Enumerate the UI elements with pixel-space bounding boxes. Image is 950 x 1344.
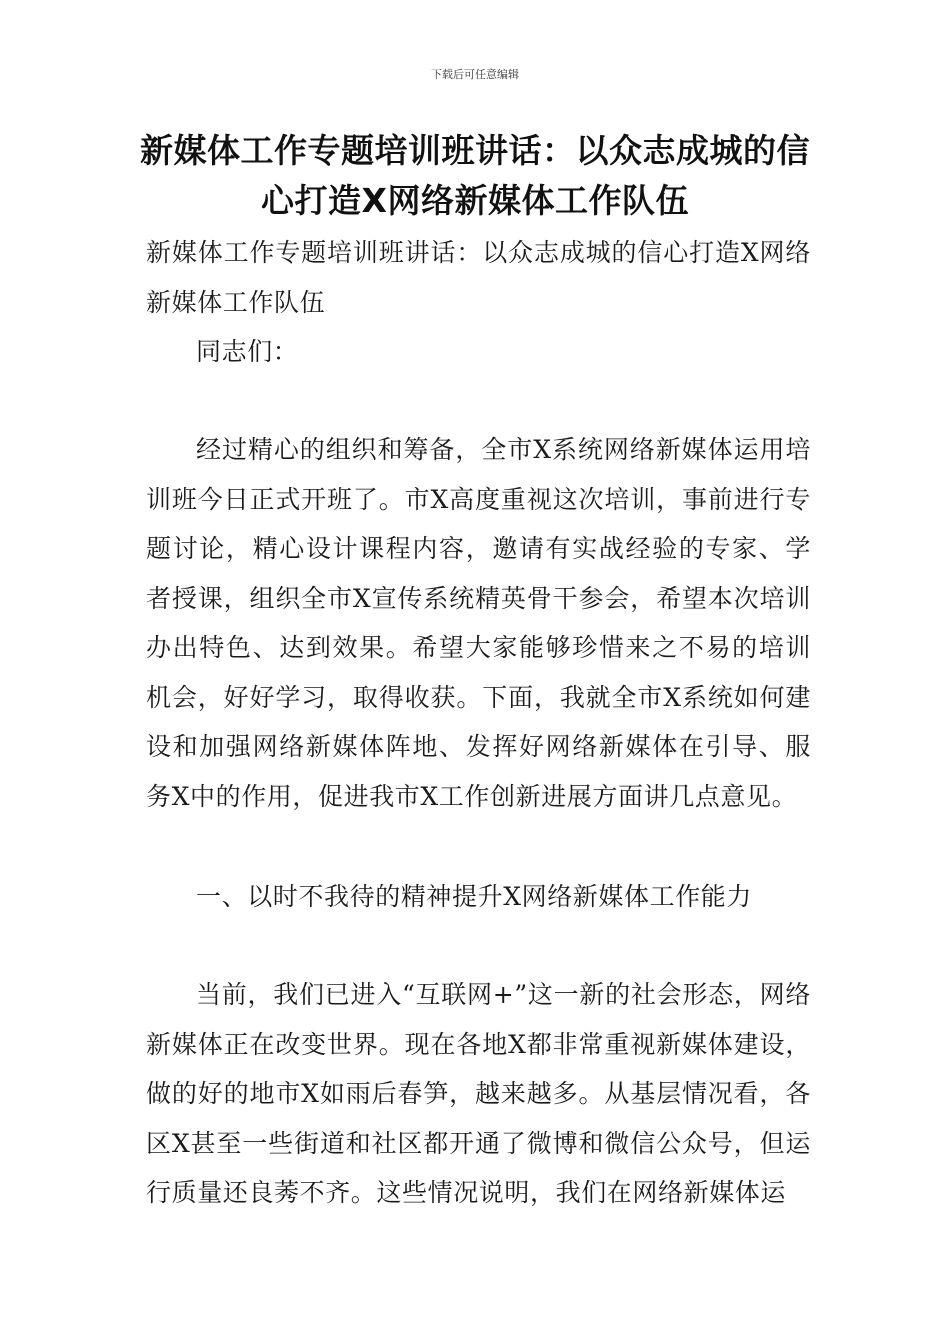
document-title: 新媒体工作专题培训班讲话：以众志成城的信心打造X网络新媒体工作队伍 bbox=[140, 131, 810, 220]
section-heading: 一、以时不我待的精神提升X网络新媒体工作能力 bbox=[196, 882, 752, 911]
greeting-paragraph: 同志们： bbox=[196, 337, 299, 366]
section-paragraph: 当前，我们已进入“互联网+”这一新的社会形态，网络新媒体正在改变世界。现在各地X都非常重视新媒体建设，做的好的地市X如雨后春笋，越来越多。从基层情况看，各区X甚至一些街道和社区都开通了微博和微信公众号，但运行质量还良莠不齐。这些情况说明，我们在网络新媒体运 bbox=[146, 980, 811, 1207]
header-note: 下载后可任意编辑 bbox=[431, 68, 519, 81]
subtitle-paragraph: 新媒体工作专题培训班讲话：以众志成城的信心打造X网络新媒体工作队伍 bbox=[146, 238, 811, 317]
intro-paragraph: 经过精心的组织和筹备，全市X系统网络新媒体运用培训班今日正式开班了。市X高度重视这次培训，事前进行专题讨论，精心设计课程内容，邀请有实战经验的专家、学者授课，组织全市X宣传系统精英骨干参会，希望本次培训办出特色、达到效果。希望大家能够珍惜来之不易的培训机会，好好学习，取得收获。下面，我就全市X系统如何建设和加强网络新媒体阵地、发挥好网络新媒体在引导、服务X中的作用，促进我市X工作创新进展方面讲几点意见。 bbox=[146, 435, 811, 811]
